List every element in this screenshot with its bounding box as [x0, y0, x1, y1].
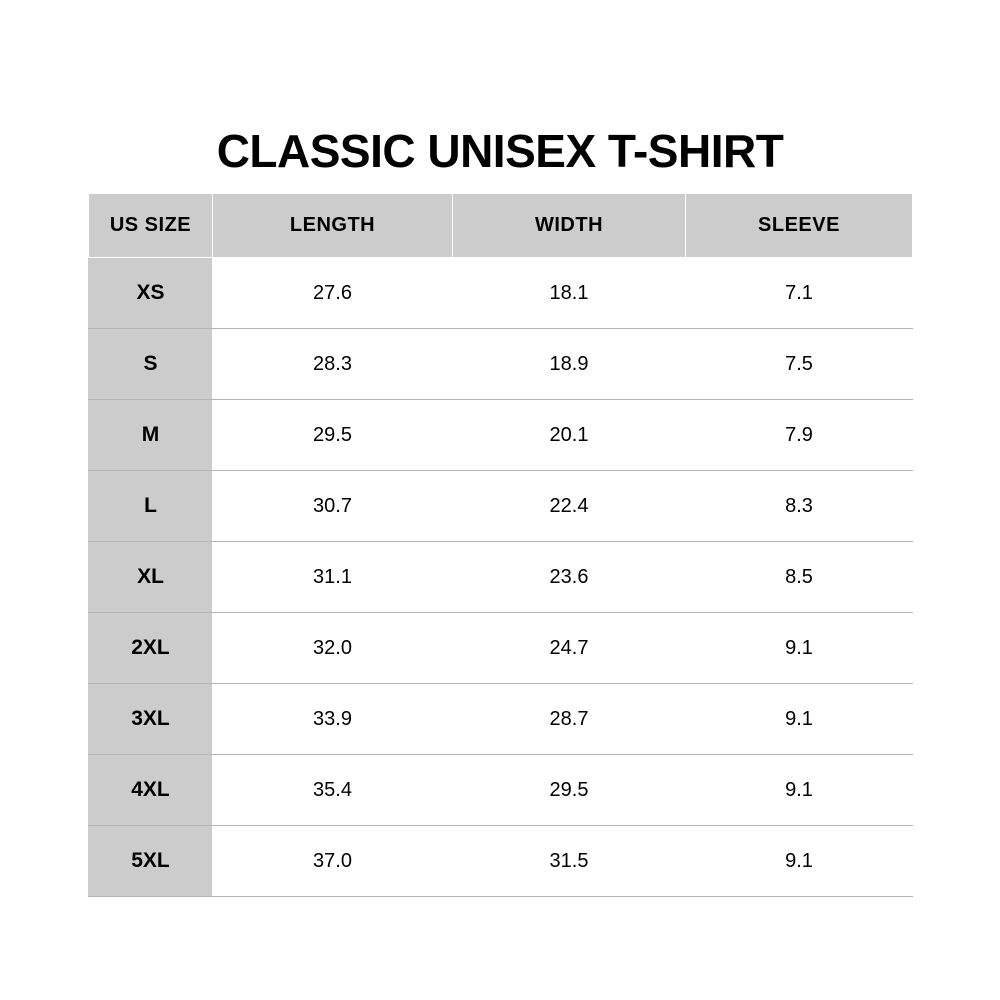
- cell-width: 18.9: [453, 329, 686, 400]
- table-row: [89, 542, 913, 613]
- cell-width: 20.1: [453, 400, 686, 471]
- cell-sleeve: 7.9: [686, 400, 913, 471]
- cell-size: S: [89, 329, 213, 400]
- table-row: [89, 613, 913, 684]
- size-chart-table: [88, 193, 913, 897]
- cell-width: 31.5: [453, 826, 686, 897]
- cell-width: 18.1: [453, 258, 686, 329]
- cell-size: 4XL: [89, 755, 213, 826]
- cell-sleeve: 7.5: [686, 329, 913, 400]
- cell-length: 31.1: [213, 542, 453, 613]
- cell-size: 2XL: [89, 613, 213, 684]
- table-row: [89, 258, 913, 329]
- table-row: [89, 826, 913, 897]
- cell-sleeve: 8.5: [686, 542, 913, 613]
- table-header-row: [89, 194, 913, 258]
- cell-size: M: [89, 400, 213, 471]
- column-header-us-size: US SIZE: [89, 194, 213, 258]
- cell-length: 29.5: [213, 400, 453, 471]
- table-header: [89, 194, 913, 258]
- cell-sleeve: 9.1: [686, 755, 913, 826]
- table-row: [89, 471, 913, 542]
- cell-sleeve: 9.1: [686, 613, 913, 684]
- table-row: [89, 329, 913, 400]
- cell-size: 3XL: [89, 684, 213, 755]
- cell-width: 24.7: [453, 613, 686, 684]
- cell-width: 28.7: [453, 684, 686, 755]
- cell-length: 37.0: [213, 826, 453, 897]
- cell-size: XS: [89, 258, 213, 329]
- column-header-sleeve: SLEEVE: [686, 194, 913, 258]
- page-title: CLASSIC UNISEX T-SHIRT: [216, 125, 784, 177]
- table-body: [89, 258, 913, 897]
- cell-size: XL: [89, 542, 213, 613]
- cell-width: 29.5: [453, 755, 686, 826]
- cell-sleeve: 9.1: [686, 684, 913, 755]
- cell-width: 22.4: [453, 471, 686, 542]
- column-header-length: LENGTH: [213, 194, 453, 258]
- cell-length: 35.4: [213, 755, 453, 826]
- column-header-width: WIDTH: [453, 194, 686, 258]
- table-row: [89, 755, 913, 826]
- cell-size: L: [89, 471, 213, 542]
- table-row: [89, 400, 913, 471]
- cell-width: 23.6: [453, 542, 686, 613]
- cell-size: 5XL: [89, 826, 213, 897]
- cell-length: 33.9: [213, 684, 453, 755]
- table-row: [89, 684, 913, 755]
- cell-sleeve: 7.1: [686, 258, 913, 329]
- cell-length: 27.6: [213, 258, 453, 329]
- cell-length: 30.7: [213, 471, 453, 542]
- cell-length: 32.0: [213, 613, 453, 684]
- cell-sleeve: 9.1: [686, 826, 913, 897]
- cell-sleeve: 8.3: [686, 471, 913, 542]
- size-chart-table-wrapper: [88, 193, 912, 897]
- cell-length: 28.3: [213, 329, 453, 400]
